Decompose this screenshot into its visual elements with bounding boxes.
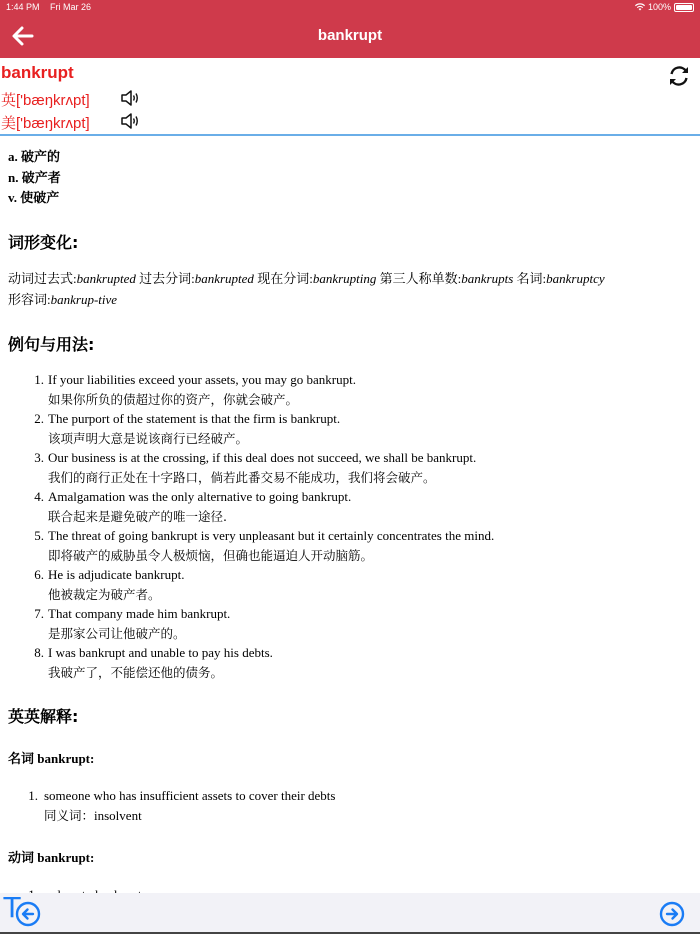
definition: n. 破产者 <box>8 169 61 185</box>
synonym-value: insolvent <box>94 807 142 823</box>
example-item: 4. Amalgamation was the only alternative to going bankrupt. 联合起来是避免破产的唯一途径. <box>24 487 694 526</box>
noun-definitions <box>24 786 694 825</box>
status-date: Fri Mar 26 <box>50 2 92 12</box>
definition: a. 破产的 <box>8 149 61 164</box>
verb-subheading: 动词 bankrupt: <box>8 850 95 865</box>
word-forms <box>8 268 698 310</box>
status-bar <box>0 0 700 14</box>
example-en: That company made him bankrupt. <box>48 606 231 621</box>
example-en: Amalgamation was the only alternative to going bankrupt. <box>48 489 352 504</box>
example-en: The threat of going bankrupt is very unpleasant but it certainly concentrates the mind. <box>48 528 495 543</box>
example-en: Our business is at the crossing, if this deal does not succeed, we shall be bankrupt. <box>48 450 477 465</box>
example-item: 1. If your liabilities exceed your assets, you may go bankrupt. 如果你所负的债超过你的资产，你就会破产。 <box>24 370 694 409</box>
example-en: I was bankrupt and unable to pay his debts. <box>48 645 273 660</box>
example-zh: 即将破产的威胁虽令人极烦恼，但确也能逼迫人开动脑筋。 <box>48 547 374 563</box>
uk-phonetic: 英['bæŋkrʌpt] <box>1 92 90 109</box>
circle-arrow-left-icon[interactable] <box>15 901 41 927</box>
form-value: bankrupted <box>76 271 136 286</box>
forms-heading: 词形变化: <box>8 233 79 252</box>
battery-icon <box>674 3 694 12</box>
back-arrow-icon[interactable] <box>10 24 36 48</box>
form-label: 形容词: <box>8 292 51 307</box>
form-value: bankrup-tive <box>50 292 118 307</box>
headword: bankrupt <box>1 63 74 82</box>
enen-heading: 英英解释: <box>8 707 79 726</box>
circle-arrow-right-icon[interactable] <box>659 901 685 927</box>
form-label: 动词过去式: <box>8 271 77 286</box>
example-item: 3. Our business is at the crossing, if this deal does not succeed, we shall be bankrupt. 我们的商行正处在十字路口，倘若此番交易不能成功，我们将会破产。 <box>24 448 694 487</box>
synonym-label: 同义词： <box>44 807 95 823</box>
nav-bar <box>0 14 700 58</box>
word-header <box>0 58 700 136</box>
form-value: bankrupting <box>312 271 377 286</box>
examples-list <box>24 370 694 682</box>
example-zh: 我们的商行正处在十字路口，倘若此番交易不能成功，我们将会破产。 <box>48 469 436 485</box>
example-en: He is adjudicate bankrupt. <box>48 567 185 582</box>
form-label: 第三人称单数: <box>379 271 462 286</box>
form-label: 现在分词: <box>257 271 313 286</box>
definition: v. 使破产 <box>8 190 60 205</box>
example-zh: 我破产了，不能偿还他的债务。 <box>48 664 224 680</box>
form-value: bankrupted <box>194 271 254 286</box>
example-zh: 该项声明大意是说该商行已经破产。 <box>48 430 249 446</box>
example-item: 8. I was bankrupt and unable to pay his debts. 我破产了，不能偿还他的债务。 <box>24 643 694 682</box>
example-item: 6. He is adjudicate bankrupt. 他被裁定为破产者。 <box>24 565 694 604</box>
noun-subheading: 名词 bankrupt: <box>8 751 95 766</box>
example-zh: 如果你所负的债超过你的资产，你就会破产。 <box>48 391 299 407</box>
example-zh: 联合起来是避免破产的唯一途径. <box>48 508 227 524</box>
example-en: The purport of the statement is that the firm is bankrupt. <box>48 411 341 426</box>
font-size-button[interactable]: T <box>3 891 21 924</box>
example-zh: 是那家公司让他破产的。 <box>48 625 186 641</box>
nav-title: bankrupt <box>317 27 383 44</box>
speaker-us-icon[interactable] <box>120 112 140 130</box>
example-item: 7. That company made him bankrupt. 是那家公司让他破产的。 <box>24 604 694 643</box>
us-phonetic: 美['bæŋkrʌpt] <box>1 115 90 132</box>
form-label: 过去分词: <box>139 271 195 286</box>
example-en: If your liabilities exceed your assets, you may go bankrupt. <box>48 372 356 387</box>
content-scroll[interactable] <box>0 138 700 893</box>
definition-en: someone who has insufficient assets to cover their debts <box>44 788 336 803</box>
bottom-toolbar <box>0 893 700 934</box>
definitions <box>8 147 61 209</box>
example-item: 2. The purport of the statement is that the firm is bankrupt. 该项声明大意是说该商行已经破产。 <box>24 409 694 448</box>
refresh-icon[interactable] <box>667 64 691 88</box>
status-time: 1:44 PM <box>6 2 40 12</box>
speaker-uk-icon[interactable] <box>120 89 140 107</box>
examples-heading: 例句与用法: <box>8 335 95 354</box>
battery-percent: 100% <box>647 2 671 12</box>
form-label: 名词: <box>516 271 547 286</box>
form-value: bankrupts <box>461 271 514 286</box>
wifi-icon <box>635 3 645 11</box>
example-zh: 他被裁定为破产者。 <box>48 586 161 602</box>
example-item: 5. The threat of going bankrupt is very unpleasant but it certainly concentrates the mind. 即将破产的威胁虽令人极烦恼，但确也能逼迫人开动脑筋。 <box>24 526 694 565</box>
definition-item: 1. someone who has insufficient assets to cover their debts 同义词：insolvent <box>28 788 336 823</box>
form-value: bankruptcy <box>546 271 605 286</box>
